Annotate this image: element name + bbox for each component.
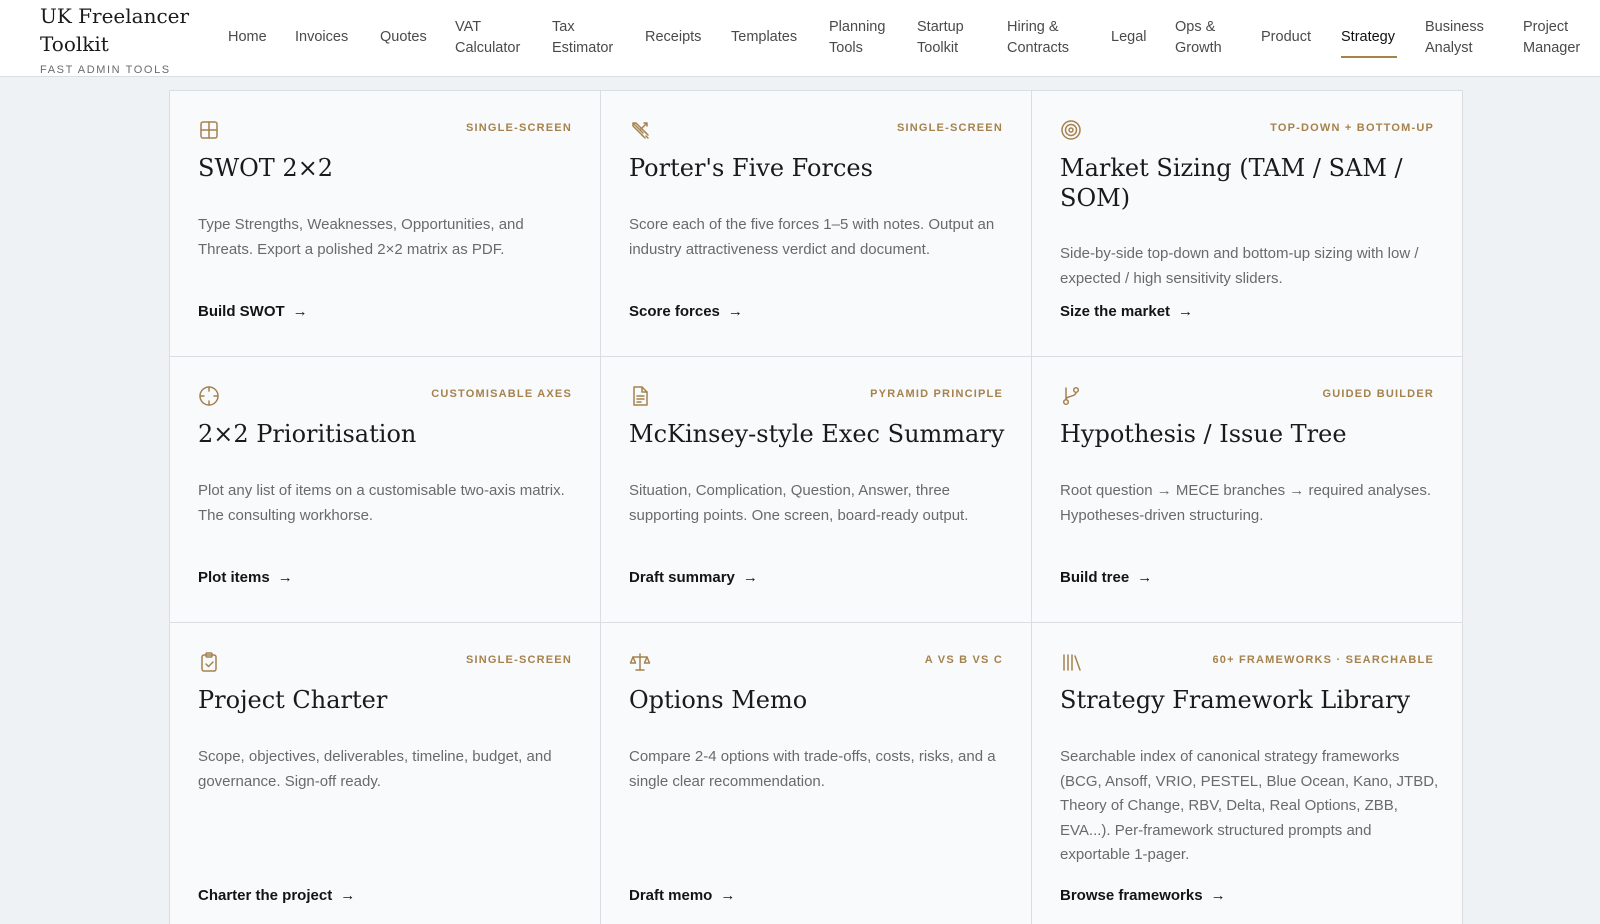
arrow-right-icon: →: [277, 569, 293, 586]
top-header: [0, 0, 1600, 77]
card-tag: CUSTOMISABLE AXES: [431, 388, 572, 400]
card-description: Situation, Complication, Question, Answer, three supporting points. One screen, board-ready output.: [629, 482, 969, 524]
tool-card[interactable]: [170, 91, 601, 357]
card-title: Hypothesis / Issue Tree: [1060, 420, 1347, 448]
nav-item-home[interactable]: Home: [228, 29, 267, 45]
arrow-right-icon: →: [1210, 887, 1226, 904]
card-cta-link[interactable]: [1060, 887, 1226, 904]
target-icon: [1060, 119, 1082, 141]
card-tag: TOP-DOWN + BOTTOM-UP: [1270, 122, 1434, 134]
card-title: Porter's Five Forces: [629, 154, 873, 182]
card-tag: SINGLE-SCREEN: [896, 122, 1003, 134]
card-title: Strategy Framework Library: [1060, 686, 1411, 714]
card-title: McKinsey-style Exec Summary: [629, 420, 1005, 448]
grid-icon: [198, 119, 220, 141]
card-cta-link[interactable]: [198, 303, 308, 320]
nav-item-tax-estimator[interactable]: Tax Estimator: [552, 19, 614, 56]
card-tag: PYRAMID PRINCIPLE: [870, 388, 1003, 400]
card-tag: SINGLE-SCREEN: [465, 654, 572, 666]
arrow-right-icon: →: [292, 303, 308, 320]
branch-icon: [1060, 385, 1082, 407]
tool-card[interactable]: [601, 91, 1032, 357]
card-cta-label: Draft memo: [629, 887, 713, 904]
card-tag: A VS B VS C: [924, 654, 1003, 666]
card-cta-link[interactable]: [629, 887, 735, 904]
scales-icon: [629, 651, 651, 673]
brand[interactable]: [40, 2, 190, 76]
tool-grid: [169, 90, 1463, 924]
nav-item-ops-growth[interactable]: Ops & Growth: [1175, 19, 1222, 56]
card-description: Scope, objectives, deliverables, timeline, budget, and governance. Sign-off ready.: [198, 748, 552, 790]
tool-card[interactable]: [1032, 91, 1462, 357]
tool-card[interactable]: [1032, 623, 1462, 924]
card-tag: GUIDED BUILDER: [1322, 388, 1434, 400]
active-tab-indicator: [1341, 56, 1397, 58]
card-cta-label: Plot items: [198, 569, 270, 586]
arrow-right-icon: →: [340, 887, 356, 904]
card-title: 2×2 Prioritisation: [198, 420, 417, 448]
document-icon: [629, 385, 651, 407]
card-description: Root question → MECE branches → required analyses. Hypotheses-driven structuring.: [1060, 482, 1432, 524]
brand-name: UK Freelancer Toolkit: [40, 4, 190, 56]
card-description: Searchable index of canonical strategy frameworks (BCG, Ansoff, VRIO, PESTEL, Blue Ocean, Kano, JTBD, Theory of Change, RBV, Delta, Real Options, ZBB, EVA...). Per-framework structured prompts and exportable 1-pager.: [1060, 748, 1439, 863]
nav-item-planning-tools[interactable]: Planning Tools: [829, 19, 886, 56]
card-cta-label: Browse frameworks: [1060, 887, 1203, 904]
tool-card[interactable]: [1032, 357, 1462, 623]
tool-card[interactable]: [170, 357, 601, 623]
library-icon: [1060, 651, 1082, 673]
nav-item-receipts[interactable]: Receipts: [645, 29, 702, 45]
card-cta-label: Size the market: [1060, 303, 1171, 320]
nav-item-templates[interactable]: Templates: [731, 29, 798, 45]
nav-item-hiring-contracts[interactable]: Hiring & Contracts: [1007, 19, 1070, 56]
arrow-right-icon: →: [720, 887, 736, 904]
card-cta-label: Score forces: [629, 303, 720, 320]
card-cta-link[interactable]: [1060, 569, 1152, 586]
card-cta-link[interactable]: [629, 303, 743, 320]
arrow-right-icon: →: [742, 569, 758, 586]
nav-item-vat-calculator[interactable]: VAT Calculator: [455, 19, 521, 56]
clipboard-check-icon: [198, 651, 220, 673]
card-title: Project Charter: [198, 686, 388, 714]
nav-item-project-manager[interactable]: Project Manager: [1523, 19, 1581, 56]
tool-card[interactable]: [601, 357, 1032, 623]
card-description: Type Strengths, Weaknesses, Opportunities, and Threats. Export a polished 2×2 matrix as PDF.: [198, 216, 524, 258]
tool-card[interactable]: [601, 623, 1032, 924]
card-title: Market Sizing (TAM / SAM / SOM): [1060, 154, 1403, 212]
card-cta-label: Draft summary: [629, 569, 735, 586]
arrow-right-icon: →: [1178, 303, 1194, 320]
swords-icon: [629, 119, 651, 141]
card-title: SWOT 2×2: [198, 154, 334, 182]
card-description: Plot any list of items on a customisable two-axis matrix. The consulting workhorse.: [198, 482, 565, 524]
card-title: Options Memo: [629, 686, 808, 714]
crosshair-icon: [198, 385, 220, 407]
card-cta-label: Build tree: [1060, 569, 1130, 586]
card-cta-label: Charter the project: [198, 887, 333, 904]
nav-item-business-analyst[interactable]: Business Analyst: [1425, 19, 1484, 56]
card-cta-link[interactable]: [198, 569, 293, 586]
nav-item-startup-toolkit[interactable]: Startup Toolkit: [917, 19, 964, 56]
card-cta-link[interactable]: [198, 887, 355, 904]
nav-item-strategy[interactable]: Strategy: [1341, 29, 1395, 45]
nav-item-product[interactable]: Product: [1261, 29, 1311, 45]
card-cta-label: Build SWOT: [198, 303, 285, 320]
nav-item-legal[interactable]: Legal: [1111, 29, 1147, 45]
card-cta-link[interactable]: [1060, 303, 1193, 320]
arrow-right-icon: →: [727, 303, 743, 320]
brand-tagline: FAST ADMIN TOOLS: [40, 64, 171, 76]
card-cta-link[interactable]: [629, 569, 758, 586]
card-tag: 60+ FRAMEWORKS · SEARCHABLE: [1212, 654, 1434, 666]
card-description: Side-by-side top-down and bottom-up sizing with low / expected / high sensitivity sliders.: [1060, 245, 1419, 287]
nav-item-quotes[interactable]: Quotes: [380, 29, 427, 45]
nav-item-invoices[interactable]: Invoices: [295, 29, 349, 45]
card-tag: SINGLE-SCREEN: [465, 122, 572, 134]
card-description: Score each of the five forces 1–5 with notes. Output an industry attractiveness verdict and document.: [629, 216, 995, 258]
arrow-right-icon: →: [1137, 569, 1153, 586]
tool-card[interactable]: [170, 623, 601, 924]
card-description: Compare 2-4 options with trade-offs, costs, risks, and a single clear recommendation.: [629, 748, 996, 790]
